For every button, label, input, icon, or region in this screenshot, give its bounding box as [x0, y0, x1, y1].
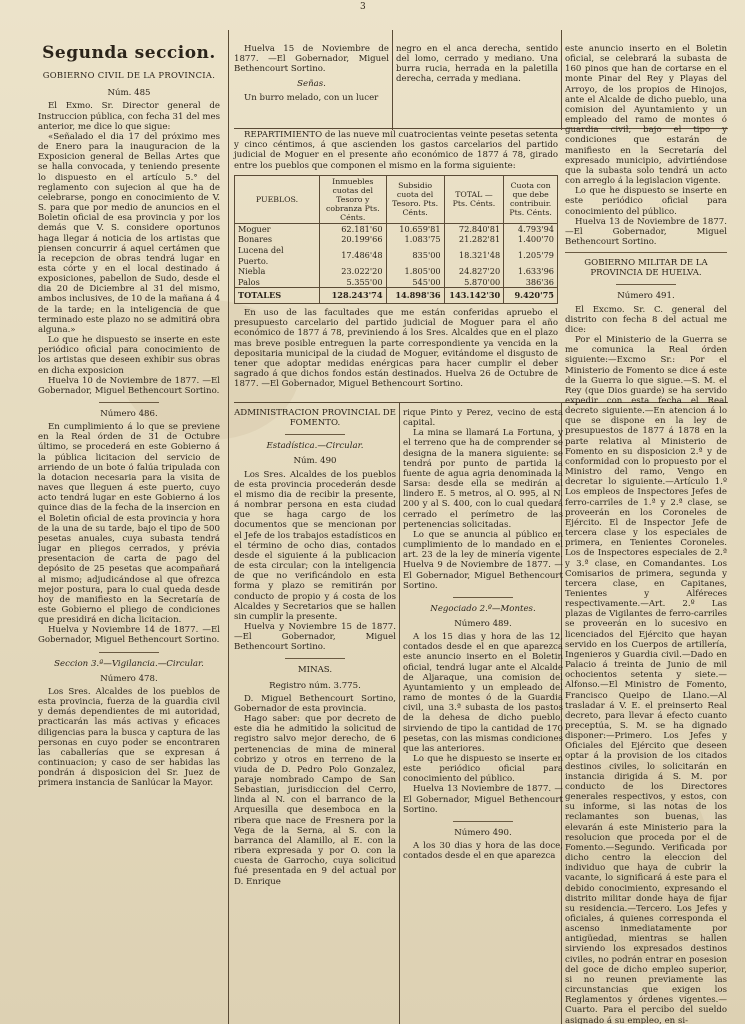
cell: 835'00 [386, 245, 444, 266]
signature: Huelva 13 Noviembre de 1877. —El Gobernador, Miguel Bethencourt Sortino. [403, 784, 563, 815]
table-row [235, 223, 558, 234]
repartimiento-footer: En uso de las facultades que me están conferidas apruebo el presupuesto carcelario del partido judicial de Moguer para el año económico de 1877 á 78, previniendo á los Sres. Alcaldes que en el plazo mas breve posible entreguen la parte correspondiente ya vencida en la depositaria municipal de la ciudad de Moguer, evitándome el disgusto de tener que adoptar medidas enérgicas para hacer cumplir el deber sagrado á que dichos fondos están destinados. Huelva 26 de Octubre de 1877. —El Gobernador, Miguel Bethencourt Sortino. [234, 307, 558, 390]
cell: Niebla [235, 266, 320, 277]
column-rule [561, 30, 562, 130]
divider [453, 821, 513, 822]
col-header: PUEBLOS. [235, 175, 320, 223]
cell: 128.243'74 [320, 288, 387, 304]
cell: Lucena del Puerto. [235, 245, 320, 266]
signature: Huelva y Noviembre 14 de 1877. —El Gobernador, Miguel Bethencourt Sortino. [38, 625, 220, 646]
paragraph: El Excmo. Sr. C. general del distrito con fecha 8 del actual me dice: [565, 304, 727, 335]
cell: 5.870'00 [444, 277, 504, 288]
paragraph: Hago saber: que por decreto de este dia he admitido la solicitud de registro salvo mejor derecho, de 6 pertenencias de mina de mineral cobrizo y otros en terreno de la viuda de D. Pedro Polo Gonzalez, paraje nombrado Campo de San Sebastian, jurisdiccion del Cerro, linda al N. con el barranco de la Arquesilla que desemboca en la ribera que nace de Fresnera por la Vega de la Serna, al S. con la barranca del Alamillo, al E. con la ribera expresada y por O. con la cuesta de Garrocho, cuya solicitud fué presentada en 9 del actual por D. Enrique [234, 714, 396, 887]
divider [565, 252, 727, 253]
cell: 5.355'00 [320, 277, 387, 288]
cell: 24.827'20 [444, 266, 504, 277]
paragraph: A los 30 dias y hora de las doce, contados desde el en que aparezca [403, 841, 563, 862]
registro-number: Registro núm. 3.775. [269, 680, 361, 691]
signature: Huelva 13 de Noviembre de 1877. —El Gobernador, Miguel Bethencourt Sortino. [565, 216, 727, 247]
section-header: Seccion 3.ª—Vigilancia.—Circular. [54, 658, 204, 669]
repartimiento-section [234, 130, 558, 390]
section-title: Segunda seccion. [42, 43, 216, 63]
notice-number: Número 489. [454, 618, 512, 629]
paragraph: Lo que se anuncia al público en cumplimiento de lo mandado en el art. 23 de la ley de minería vigente. Huelva 9 de Noviembre de 1877. —El Gobernador, Miguel Bethencourt Sortino. [403, 529, 563, 591]
column-3-bottom [403, 408, 563, 861]
paragraph: Los Sres. Alcaldes de los pueblos de esta provincia procederán desde el mismo dia de recibir la presente, á nombrar persona en esta ciudad que se haga cargo de los documentos que se mencionan por el Jefe de los trabajos estadísticos en el término de ocho dias, contados desde el siguiente á la publicacion de esta circular; con la inteligencia de que no verificándolo en esta forma y plazo se remitirán por conducto de propio y á costa de los Alcaldes y Secretarios que se hallen sin cumplir la presente. [234, 469, 396, 622]
table-row [235, 266, 558, 277]
cell: 1.400'70 [504, 234, 558, 245]
page-number: 3 [360, 2, 366, 12]
column-2-bottom [234, 408, 396, 887]
cell: 1.805'00 [386, 266, 444, 277]
paragraph: Lo que he dispuesto se inserte en este periódico oficial para conocimiento del público. [403, 754, 563, 785]
table-row [235, 245, 558, 266]
table-row [235, 234, 558, 245]
stats-header: Estadística.—Circular. [266, 441, 364, 452]
cell: 14.898'36 [386, 288, 444, 304]
cell: Moguer [235, 223, 320, 234]
divider [285, 658, 345, 659]
military-header: GOBIERNO MILITAR DE LA PROVINCIA DE HUELVA. [584, 258, 708, 279]
cell: 21.282'81 [444, 234, 504, 245]
notice-number: Número 478. [100, 673, 158, 684]
cell: 10.659'81 [386, 223, 444, 234]
cell: 20.199'66 [320, 234, 387, 245]
cell: 72.840'81 [444, 223, 504, 234]
notice-number: Núm. 490 [293, 456, 337, 467]
table-header-row [235, 175, 558, 223]
paragraph: El Exmo. Sr. Director general de Instruccion pública, con fecha 31 del mes anterior, me dice lo que sigue: [38, 101, 220, 132]
divider [453, 597, 513, 598]
column-4 [565, 44, 727, 1024]
gov-header: GOBIERNO CIVIL DE LA PROVINCIA. [42, 70, 216, 81]
paragraph: Por el Ministerio de la Guerra se me comunica la Real órden siguiente:—Excmo Sr.: Por el Ministerio de Fomento se dice á este de la Guerra lo que sigue.—S. M. el Rey (que Dios guarde) se ha servido expedir con esta fecha el Real decreto siguiente.—En atencion á lo que se dispone en la ley de presupuestos de 1877 á 1878 en la parte relativa al Ministerio de Fomento en su disposicion 2.ª y de conformidad con lo propuesto por el Ministro del ramo, Vengo en decretar lo siguiente.—Artículo 1.º Los empleos de Inspectores Jefes de ferro-carriles de 1.ª y 2.ª clase, se proveerán en los Coroneles de Ejército. El de Inspector Jefe de tercera clase y los especiales de primera, en Tenientes Coroneles. Los de Inspectores especiales de 2.ª y 3.ª clase, en Comandantes. Los Comisarios de primera, segunda y tercera clase, en Capitanes, Tenientes y Alféreces respectivamente.—Art. 2.º Las plazas de Vigilantes de ferro-carriles se proveerán en lo sucesivo en licenciados del Ejército que hayan servido en los Cuerpos de artillería, Ingenieros y Guardia civil.—Dado en Palacio á treinta de Junio de mil ochocientos setenta y siete.—Alfonso.—El Ministro de Fomento, Francisco Queipo de Llano.—Al trasladar á V. E. el preinserto Real decreto, para llevar á efecto cuanto preceptúa, S. M. se ha dignado disponer:—Primero. Los Jefes y Oficiales del Ejército que deseen optar á la provision de los citados destinos civiles, lo solicitarán en instancia dirigida á S. M. por conducto de los Directores generales respectivos, y estos, con su informe, si las notas de los reclamantes son buenas, las elevarán á este Ministerio para la resolucion que proceda por el de Fomento.—Segundo. Verificada por dicho centro la eleccion del individuo que haya de cubrir la vacante, lo significará á este para el debido conocimiento, expresando el distrito militar donde haya de fijar su residencia.—Tercero. Los Jefes y oficiales, á quienes corresponda el ascenso inmediatamente por antigüedad, mientras se hallen sirviendo los expresados destinos civiles, no podrán entrar en posesion del goce de dicho empleo superior, si no reunen previamente las circunstancias que exigen los Reglamentos y órdenes vigentes.—Cuarto. Para el percibo del sueldo asignado á su empleo, en si- [565, 335, 727, 1024]
cell: Bonares [235, 234, 320, 245]
totals-row [235, 288, 558, 304]
repartimiento-intro: REPARTIMIENTO de las nueve mil cuatrocientas veinte pesetas setenta y cinco céntimos, á que ascienden los gastos carcelarios del partido judicial de Moguer en el presente año económico de 1877 á 78, girado entre los pueblos que componen el mismo en la forma siguiente: [234, 130, 558, 171]
cell: 23.022'20 [320, 266, 387, 277]
paragraph: este anuncio inserto en el Boletin oficial, se celebrará la subasta de 160 pinos que han de cortarse en el monte Pinar del Rey y Playas del Arroyo, de los propios de Hinojos, ante el Alcalde de dicho pueblo, una comision del Ayuntamiento y un empleado del ramo de montes ó guardia civil, bajo el tipo y condiciones que estarán de manifiesto en la Secretaría del expresado municipio, advirtiéndose que la subasta solo tendrá un acto con arreglo á la legislacion vigente. [565, 44, 727, 187]
negociado-header: Negociado 2.º—Montes. [430, 603, 536, 614]
table-row [235, 277, 558, 288]
col-header: Subsidio cuota del Tesoro. Pts. Cénts. [386, 175, 444, 223]
column-rule [392, 30, 393, 130]
divider [99, 402, 159, 403]
signature: Huelva 10 de Noviembre de 1877. —El Gobernador, Miguel Bethencourt Sortino. [38, 375, 220, 396]
paragraph: D. Miguel Bethencourt Sortino, Gobernador de esta provincia. [234, 693, 396, 714]
cell: TOTALES [235, 288, 320, 304]
paragraph: negro en el anca derecha, sentido del lomo, cerrado y mediano. Una burra rucia, herrada en la paletilla derecha, cerrada y mediana. [396, 44, 558, 85]
paragraph: A los 15 dias y hora de las 12, contados desde el en que aparezca este anuncio inserto en el Boletin oficial, tendrá lugar ante el Alcalde de Aljaraque, una comision del Ayuntamiento y un empleado del ramo de montes ó de la Guardia civil, una 3.ª subasta de los pastos de la dehesa de dicho pueblo, sirviendo de tipo la cantidad de 170 pesetas, con las mismas condiciones que las anteriores. [403, 632, 563, 754]
cell: 9.420'75 [504, 288, 558, 304]
cell: Palos [235, 277, 320, 288]
cell: 386'36 [504, 277, 558, 288]
cell: 17.486'48 [320, 245, 387, 266]
column-3-top [396, 44, 558, 85]
notice-number: Número 490. [454, 827, 512, 838]
notice-number: Número 486. [100, 409, 158, 419]
column-1 [38, 8, 220, 788]
divider [616, 284, 676, 285]
paragraph: rique Pinto y Perez, vecino de esta capital. [403, 408, 563, 429]
paragraph: Lo que he dispuesto se inserte en este periódico oficial para conocimiento del público. [565, 186, 727, 217]
cell: 1.083'75 [386, 234, 444, 245]
col-header: Cuota con que debe contribuir. Pts. Cénts. [504, 175, 558, 223]
column-2-top [234, 44, 389, 103]
cell: 1.205'79 [504, 245, 558, 266]
senas-header: Señas. [297, 79, 326, 90]
paragraph: La mina se llamará La Fortuna, y el terreno que ha de comprender se designa de la manera siguiente: se tendrá por punto de partida la fuente de agua agria denominada la Sarsa: desde ella se medirán al lindero E. 5 metros, al O. 995, al N. 200 y al S. 400, con lo cual quedará cerrado el perímetro de las pertenencias solicitadas. [403, 428, 563, 530]
col-header: TOTAL — Pts. Cénts. [444, 175, 504, 223]
cell: 545'00 [386, 277, 444, 288]
repartimiento-table [234, 175, 558, 304]
notice-number: Núm. 485 [107, 88, 151, 99]
admin-header: ADMINISTRACION PROVINCIAL DE FOMENTO. [234, 408, 396, 429]
minas-header: MINAS. [297, 665, 333, 676]
col-header: Inmuebles cuotas del Tesoro y cobranza Pts. Cénts. [320, 175, 387, 223]
cell: 143.142'30 [444, 288, 504, 304]
paragraph: Un burro melado, con un lucer [244, 92, 379, 103]
notice-number: Número 491. [617, 291, 675, 302]
cell: 4.793'94 [504, 223, 558, 234]
divider [285, 434, 345, 435]
paragraph: En cumplimiento á lo que se previene en la Real órden de 31 de Octubre último, se procederá en este Gobierno á la pública licitacion del servicio de arriendo de un bote ó falúa tripulada con la dotacion necesaria para la visita de naves que lleguen á este puerto, cuyo acto tendrá lugar en este Gobierno á los quince dias de la fecha de la insercion en el Boletin oficial de esta provincia y hora de la una de su tarde, bajo el tipo de 500 pesetas anuales, cuya subasta tendrá lugar en pliegos cerrados, y prévia presentacion de carta de pago del depósito de 25 pesetas que acompañará al mismo; adjudicándose al que ofrezca mejor postura, para lo cual queda desde hoy de manifiesto en la Secretaría de este Gobierno el pliego de condiciones que presidirá en dicha licitacion. [38, 422, 220, 626]
paragraph: «Señalado el dia 17 del próximo mes de Enero para la inauguracion de la Exposicion general de Bellas Artes que se halla convocada, y teniendo presente lo dispuesto en el artículo 5.° del reglamento con sujecion al que ha de celebrarse, pongo en conocimiento de V. S. para que por medio de anuncios en el Boletin oficial de esa provincia y por los demás que V. S. considere oportunos haga llegar á noticia de los artistas que piensen concurrir á aquel certámen que la recepcion de obras tendrá lugar en esta córte y en el local destinado á exposiciones, pabellon de Sudo, desde el dia 20 de Diciembre al 31 del mismo, ambos inclusives, de 10 de la mañana á 4 de la tarde; en la inteligencia de que terminado este plazo no se admitirá obra alguna.» [38, 131, 220, 335]
cell: 18.321'48 [444, 245, 504, 266]
cell: 62.181'60 [320, 223, 387, 234]
paragraph: Los Sres. Alcaldes de los pueblos de esta provincia, fuerza de la guardia civil y demás dependientes de mi autoridad, practicarán las más activas y eficaces diligencias para la busca y captura de las personas en cuyo poder se encontraren las caballerías que se expresan á continuacion; y caso de ser habidas las pondrán á disposicion del Sr. Juez de primera instancia de Sanlúcar la Mayor. [38, 686, 220, 789]
signature: Huelva y Noviembre 15 de 1877. —El Gobernador, Miguel Bethencourt Sortino. [234, 621, 396, 653]
cell: 1.633'96 [504, 266, 558, 277]
paragraph: Lo que he dispuesto se inserte en este periódico oficial para conocimiento de los artistas que deseen exhibir sus obras en dicha exposicion [38, 335, 220, 376]
divider [99, 652, 159, 653]
signature: Huelva 15 de Noviembre de 1877. —El Gobernador, Miguel Bethencourt Sortino. [234, 44, 389, 75]
column-rule [228, 30, 229, 1024]
column-rule [399, 402, 400, 1024]
